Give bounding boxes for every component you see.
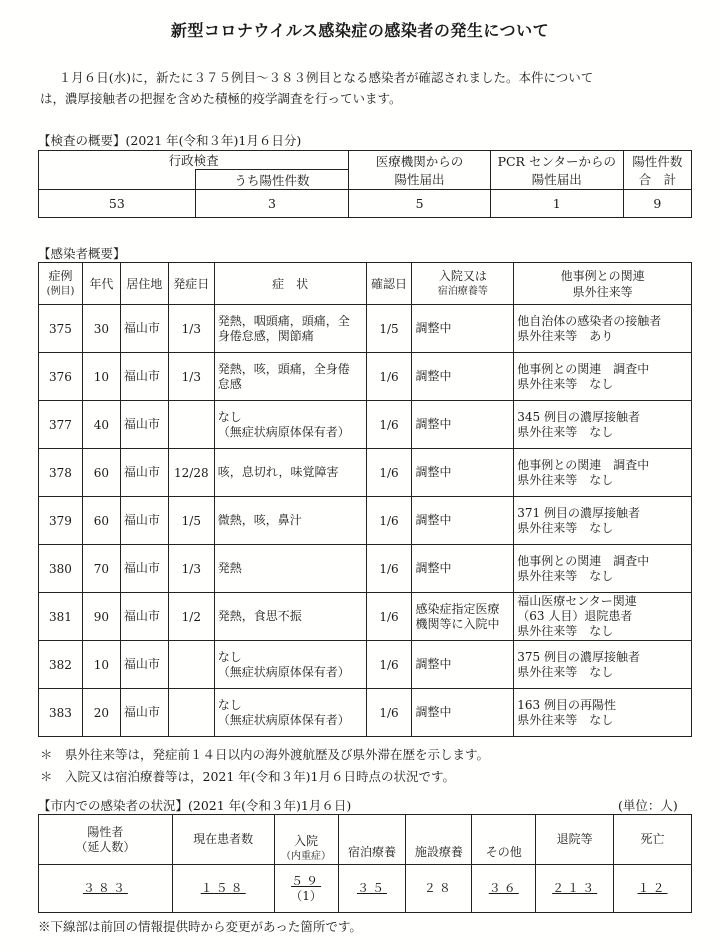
case-id: 380	[39, 545, 83, 593]
total-label-1: 陽性件数	[632, 154, 683, 169]
case-symptoms-line-1: なし	[217, 409, 242, 424]
hospitalized-value: ５９	[291, 873, 322, 888]
case-relation	[514, 401, 692, 449]
case-confirmed: 1/6	[366, 689, 412, 737]
case-id: 379	[39, 497, 83, 545]
header-current: 現在患者数	[172, 815, 274, 865]
case-hospital	[412, 545, 514, 593]
severe-value: （1）	[290, 888, 322, 903]
case-relation-line-1: 他事例との関連 調査中	[517, 361, 650, 376]
case-onset: 1/3	[168, 305, 214, 353]
case-hospital	[412, 353, 514, 401]
case-symptoms	[214, 497, 366, 545]
case-onset: 1/2	[168, 593, 214, 641]
header-admin-blank	[39, 170, 196, 190]
case-confirmed: 1/6	[366, 353, 412, 401]
case-hospital	[412, 593, 514, 641]
case-relation-line-2: 県外往来等 なし	[517, 424, 614, 439]
case-residence: 福山市	[120, 449, 168, 497]
case-row	[39, 353, 692, 401]
header-lodging: 宿泊療養	[338, 815, 406, 865]
case-relation-line-1: 163 例目の再陽性	[517, 697, 617, 712]
case-onset: 1/5	[168, 497, 214, 545]
intro-line-1: １月６日(水)に，新たに３７５例目～３８３例目となる感染者が確認されました。本件について	[58, 70, 594, 85]
case-hospital-line-1: 調整中	[415, 513, 452, 527]
case-symptoms	[214, 689, 366, 737]
case-relation-line-2: 県外往来等 なし	[517, 472, 614, 487]
case-symptoms	[214, 545, 366, 593]
header-confirmed: 確認日	[366, 263, 412, 305]
case-hospital-line-1: 調整中	[415, 417, 452, 431]
case-hospital-line-1: 感染症指定医療	[415, 601, 500, 616]
status-heading: 【市内での感染者の状況】(2021 年(令和３年)1月６日)	[38, 798, 352, 813]
case-hospital-line-1: 調整中	[415, 465, 452, 479]
case-relation-line-2: 県外往来等 なし	[517, 712, 614, 727]
case-relation	[514, 449, 692, 497]
case-relation-line-1: 福山医療センター関連	[517, 594, 637, 608]
case-relation-line-2: 県外往来等 なし	[517, 664, 614, 679]
pcr-report-label-1: PCR センターからの	[497, 154, 616, 169]
case-residence: 福山市	[120, 401, 168, 449]
current-value: １５８	[200, 881, 246, 895]
case-label-2: (例目)	[46, 285, 75, 297]
case-relation-line-2: 県外往来等 なし	[517, 568, 614, 583]
value-admin-test: 53	[39, 190, 196, 218]
case-relation-line-2: 県外往来等 なし	[517, 520, 614, 535]
case-id: 378	[39, 449, 83, 497]
value-facility	[406, 865, 472, 913]
case-row	[39, 545, 692, 593]
case-hospital	[412, 305, 514, 353]
case-age: 60	[82, 497, 120, 545]
case-confirmed: 1/6	[366, 497, 412, 545]
case-id: 382	[39, 641, 83, 689]
case-hospital-line-2: 機関等に入院中	[415, 616, 500, 631]
value-pcr-report: 1	[490, 190, 623, 218]
case-id: 377	[39, 401, 83, 449]
case-age: 10	[82, 353, 120, 401]
case-symptoms-line-1: 咳，息切れ，味覚障害	[217, 465, 339, 479]
case-residence: 福山市	[120, 353, 168, 401]
case-hospital	[412, 449, 514, 497]
case-confirmed: 1/6	[366, 545, 412, 593]
header-case	[39, 263, 83, 305]
case-relation-line-1: 他自治体の感染者の接触者	[517, 313, 662, 328]
case-symptoms-line-1: なし	[217, 649, 242, 664]
case-relation-line-1: 他事例との関連 調査中	[517, 553, 650, 568]
case-symptoms-line-1: 微熱，咳，鼻汁	[217, 513, 302, 527]
header-hospitalized	[274, 815, 338, 865]
hospitalized-label: 入院	[294, 834, 319, 848]
case-row	[39, 449, 692, 497]
header-admin-test	[39, 151, 349, 170]
status-table	[38, 814, 692, 913]
relation-label-1: 他事例との関連	[560, 268, 645, 283]
case-onset: 12/28	[168, 449, 214, 497]
case-relation-line-2: 県外往来等 あり	[517, 328, 614, 343]
case-symptoms-line-1: 発熱，咳，頭痛，全身倦	[217, 361, 350, 376]
case-row	[39, 689, 692, 737]
case-symptoms-line-2: （無症状病原体保有者）	[217, 664, 350, 679]
case-relation-line-2: 県外往来等 なし	[517, 376, 614, 391]
case-age: 10	[82, 641, 120, 689]
case-relation	[514, 689, 692, 737]
footer-note: ※下線部は前回の情報提供時から変更があった箇所です。	[38, 919, 362, 934]
note-1: ＊ 県外往来等は，発症前１４日以内の海外渡航歴及び県外滞在歴を示します。	[40, 747, 490, 762]
status-unit: (単位：人)	[618, 798, 678, 813]
value-positive	[39, 865, 173, 913]
case-relation-line-1: 375 例目の濃厚接触者	[517, 649, 641, 664]
case-symptoms-line-2: 身倦怠感，関節痛	[217, 328, 314, 343]
header-symptoms: 症 状	[214, 263, 366, 305]
case-residence: 福山市	[120, 497, 168, 545]
summary-heading: 【検査の概要】(2021 年(令和３年)1月６日分)	[38, 133, 302, 148]
hospital-label-2: 宿泊療養等	[437, 285, 488, 297]
case-symptoms-line-1: なし	[217, 697, 242, 712]
header-other: その他	[472, 815, 536, 865]
medical-report-label-1: 医療機関からの	[375, 154, 464, 169]
case-age: 40	[82, 401, 120, 449]
total-label-2: 合 計	[638, 172, 677, 187]
case-confirmed: 1/6	[366, 593, 412, 641]
case-hospital	[412, 497, 514, 545]
case-relation-line-1: 371 例目の濃厚接触者	[517, 505, 641, 520]
case-rows	[39, 305, 692, 737]
header-age: 年代	[82, 263, 120, 305]
header-total	[623, 151, 691, 190]
header-onset: 発症日	[168, 263, 214, 305]
header-relation	[514, 263, 692, 305]
value-hospitalized	[274, 865, 338, 913]
header-facility: 施設療養	[406, 815, 472, 865]
document-title: 新型コロナウイルス感染症の感染者の発生について	[170, 21, 550, 40]
case-relation	[514, 305, 692, 353]
intro-line-2: は，濃厚接触者の把握を含めた積極的疫学調査を行っています。	[40, 91, 402, 106]
case-row	[39, 593, 692, 641]
case-relation	[514, 593, 692, 641]
cases-table	[38, 262, 692, 737]
case-symptoms-line-1: 発熱，食思不振	[217, 609, 302, 623]
case-residence: 福山市	[120, 545, 168, 593]
case-row	[39, 497, 692, 545]
pcr-report-label-2: 陽性届出	[531, 172, 582, 187]
case-id: 376	[39, 353, 83, 401]
hospital-label-1: 入院又は	[438, 268, 487, 283]
header-pcr-report	[490, 151, 623, 190]
case-hospital	[412, 641, 514, 689]
case-hospital	[412, 401, 514, 449]
case-id: 383	[39, 689, 83, 737]
relation-label-2: 県外往来等	[572, 284, 633, 299]
header-medical-report	[349, 151, 490, 190]
case-onset	[168, 689, 214, 737]
case-label-1: 症例	[48, 268, 73, 283]
hospitalized-sub-label: （内重症）	[281, 851, 332, 862]
medical-report-label-2: 陽性届出	[394, 172, 445, 187]
positive-label-1: 陽性者	[87, 824, 124, 839]
case-relation-line-3: 県外往来等 なし	[517, 624, 614, 638]
case-symptoms	[214, 593, 366, 641]
case-symptoms-line-2: （無症状病原体保有者）	[217, 712, 350, 727]
case-symptoms	[214, 401, 366, 449]
case-confirmed: 1/6	[366, 641, 412, 689]
case-age: 70	[82, 545, 120, 593]
case-confirmed: 1/5	[366, 305, 412, 353]
case-age: 90	[82, 593, 120, 641]
case-hospital-line-1: 調整中	[415, 657, 452, 671]
case-symptoms	[214, 305, 366, 353]
case-row	[39, 641, 692, 689]
case-relation	[514, 353, 692, 401]
case-row	[39, 401, 692, 449]
case-hospital-line-1: 調整中	[415, 369, 452, 383]
case-id: 381	[39, 593, 83, 641]
value-deaths	[614, 865, 692, 913]
admin-test-label: 行政検査	[168, 153, 219, 168]
value-other	[472, 865, 536, 913]
intro-paragraph	[40, 67, 690, 109]
positive-value: ３８３	[82, 881, 128, 895]
case-confirmed: 1/6	[366, 401, 412, 449]
case-id: 375	[39, 305, 83, 353]
case-onset	[168, 401, 214, 449]
value-current	[172, 865, 274, 913]
value-medical-report: 5	[349, 190, 490, 218]
case-symptoms-line-1: 発熱，咽頭痛，頭痛，全	[217, 313, 350, 328]
header-deaths: 死亡	[614, 815, 692, 865]
case-age: 20	[82, 689, 120, 737]
case-relation-line-1: 345 例目の濃厚接触者	[517, 409, 641, 424]
discharged-value: ２１３	[552, 881, 598, 895]
case-symptoms-line-2: 怠感	[217, 376, 242, 391]
header-hospital	[412, 263, 514, 305]
value-admin-positive: 3	[195, 190, 349, 218]
case-hospital	[412, 689, 514, 737]
header-admin-positive: うち陽性件数	[195, 170, 349, 190]
lodging-value: ３５	[356, 881, 387, 895]
value-discharged	[536, 865, 614, 913]
case-relation	[514, 641, 692, 689]
case-relation	[514, 497, 692, 545]
case-hospital-line-1: 調整中	[415, 321, 452, 335]
case-age: 60	[82, 449, 120, 497]
case-symptoms	[214, 353, 366, 401]
case-hospital-line-1: 調整中	[415, 705, 452, 719]
facility-value: ２８	[423, 881, 454, 895]
case-confirmed: 1/6	[366, 449, 412, 497]
case-symptoms	[214, 641, 366, 689]
case-symptoms-line-1: 発熱	[217, 561, 242, 575]
other-value: ３６	[488, 881, 519, 895]
case-relation-line-2: （63 人目）退院患者	[517, 609, 633, 623]
case-symptoms	[214, 449, 366, 497]
case-onset: 1/3	[168, 353, 214, 401]
deaths-value: １２	[637, 881, 668, 895]
case-relation-line-1: 他事例との関連 調査中	[517, 457, 650, 472]
case-onset	[168, 641, 214, 689]
value-lodging	[338, 865, 406, 913]
case-row	[39, 305, 692, 353]
case-relation	[514, 545, 692, 593]
header-discharged: 退院等	[536, 815, 614, 865]
case-residence: 福山市	[120, 305, 168, 353]
cases-heading: 【感染者概要】	[38, 246, 126, 261]
note-2: ＊ 入院又は宿泊療養等は，2021 年(令和３年)1月６日時点の状況です。	[40, 769, 455, 784]
case-residence: 福山市	[120, 641, 168, 689]
case-hospital-line-1: 調整中	[415, 561, 452, 575]
case-residence: 福山市	[120, 593, 168, 641]
case-age: 30	[82, 305, 120, 353]
header-positive	[39, 815, 173, 865]
header-residence: 居住地	[120, 263, 168, 305]
case-symptoms-line-2: （無症状病原体保有者）	[217, 424, 350, 439]
value-total: 9	[623, 190, 691, 218]
positive-label-2: （延人数）	[75, 839, 136, 854]
summary-table	[38, 150, 692, 218]
case-onset: 1/3	[168, 545, 214, 593]
case-residence: 福山市	[120, 689, 168, 737]
